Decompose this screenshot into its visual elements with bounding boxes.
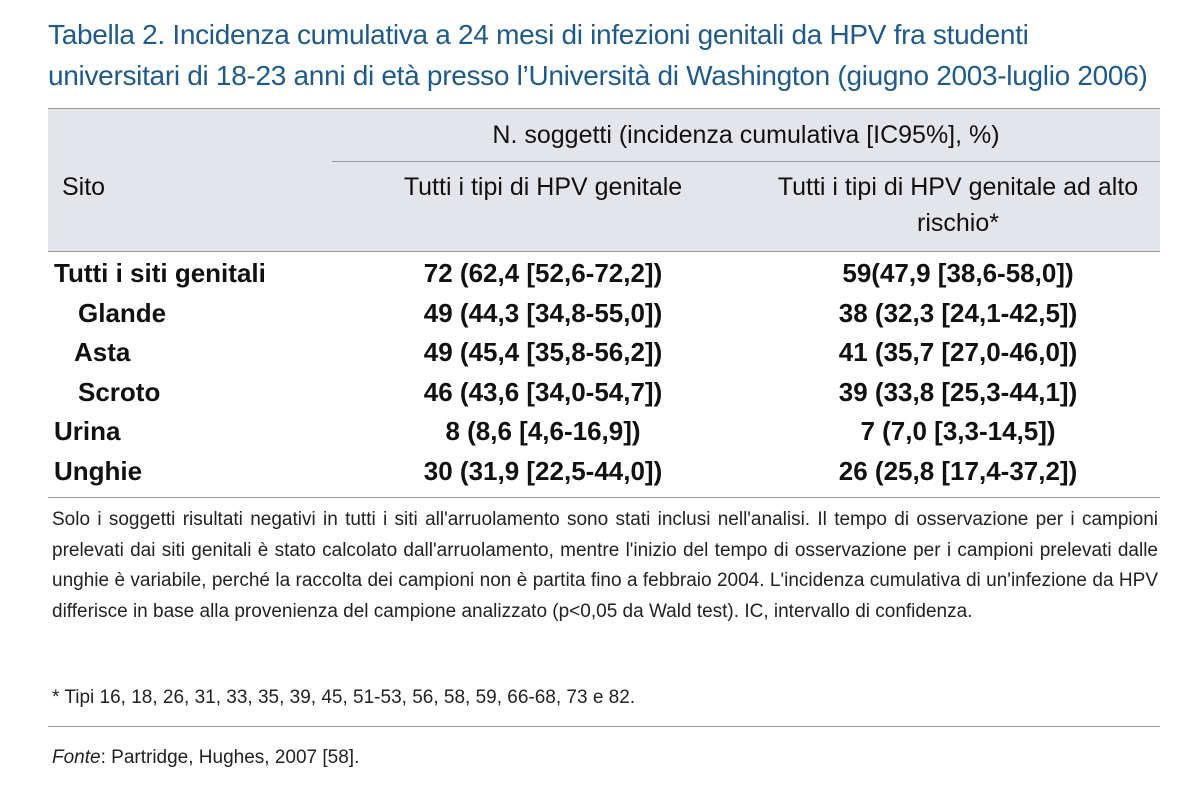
table-row xyxy=(48,294,1160,334)
row-high-risk: 39 (33,8 [25,3-44,1]) xyxy=(838,376,1078,407)
table-header xyxy=(48,108,1160,252)
header-col-high-risk: Tutti i tipi di HPV genitale ad alto rischio* xyxy=(777,173,1139,237)
row-high-risk: 38 (32,3 [24,1-42,5]) xyxy=(838,297,1078,328)
header-span-label: N. soggetti (incidenza cumulativa [IC95%], %) xyxy=(492,121,1000,149)
row-site: Scroto xyxy=(78,376,161,407)
body-divider xyxy=(48,497,1160,498)
header-col-all-types: Tutti i tipi di HPV genitale xyxy=(403,173,683,201)
row-site: Tutti i siti genitali xyxy=(54,258,266,288)
row-all-types: 49 (45,4 [35,8-56,2]) xyxy=(423,337,663,367)
row-high-risk: 26 (25,8 [17,4-37,2]) xyxy=(838,455,1078,486)
table-footnote: * Tipi 16, 18, 26, 31, 33, 35, 39, 45, 51-53, 56, 58, 59, 66-68, 73 e 82. xyxy=(52,687,636,708)
table-row xyxy=(48,452,1160,492)
header-divider xyxy=(332,161,1160,162)
row-all-types: 49 (44,3 [34,8-55,0]) xyxy=(423,297,663,328)
row-all-types: 46 (43,6 [34,0-54,7]) xyxy=(423,376,663,407)
table-source xyxy=(52,743,1158,773)
source-divider xyxy=(48,726,1160,727)
header-site-label: Sito xyxy=(62,173,106,201)
table-row xyxy=(48,333,1160,373)
source-text: : Partridge, Hughes, 2007 [58]. xyxy=(100,747,360,768)
row-all-types: 30 (31,9 [22,5-44,0]) xyxy=(423,455,663,486)
source-label: Fonte xyxy=(52,747,101,768)
row-site: Unghie xyxy=(54,455,143,486)
row-all-types: 8 (8,6 [4,6-16,9]) xyxy=(445,416,641,446)
row-site: Urina xyxy=(54,416,121,446)
table-row xyxy=(48,412,1160,452)
row-all-types: 72 (62,4 [52,6-72,2]) xyxy=(423,258,663,288)
table-title: Tabella 2. Incidenza cumulativa a 24 mesi di infezioni genitali da HPV fra studenti universitari di 18-23 anni di età presso l’Università di Washington (giugno 2003-luglio 2006) xyxy=(48,19,1148,91)
table-row xyxy=(48,254,1160,294)
row-high-risk: 7 (7,0 [3,3-14,5]) xyxy=(860,416,1056,446)
table-body xyxy=(48,254,1160,491)
row-site: Glande xyxy=(78,297,167,328)
row-high-risk: 59(47,9 [38,6-58,0]) xyxy=(842,258,1074,288)
row-site: Asta xyxy=(74,337,131,367)
table-row xyxy=(48,373,1160,413)
row-high-risk: 41 (35,7 [27,0-46,0]) xyxy=(838,337,1078,367)
table-notes: Solo i soggetti risultati negativi in tutti i siti all'arruolamento sono stati inclusi nell'analisi. Il tempo di osservazione per i campioni prelevati dai siti genitali è stato calcolato dall'arruolamento, mentre l'inizio del tempo di osservazione per i campioni prelevati dalle unghie è variabile, perché la raccolta dei campioni non è partita fino a febbraio 2004. L'incidenza cumulativa di un'infezione da HPV differisce in base alla provenienza del campione analizzato (p<0,05 da Wald test). IC, intervallo di confidenza. xyxy=(52,509,1158,622)
